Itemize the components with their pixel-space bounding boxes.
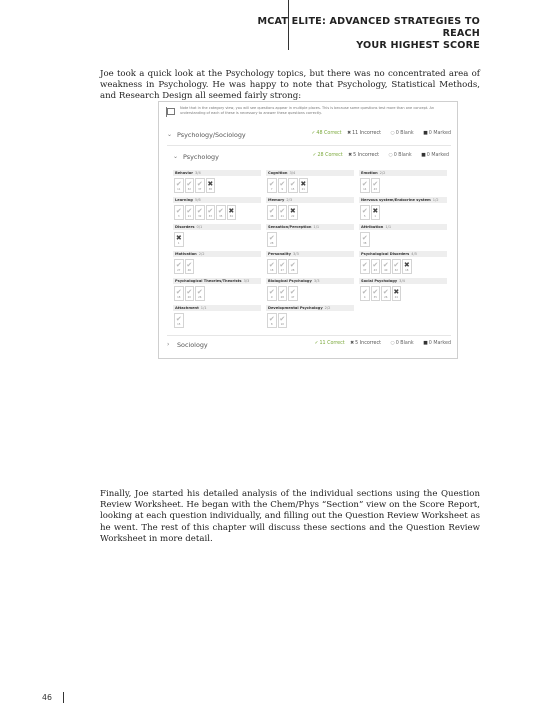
question-number: 18 [270, 269, 274, 272]
topic-card [173, 197, 261, 222]
topic-name: Developmental Psychology [268, 306, 323, 310]
blank-stat: ○0 Blank [388, 153, 412, 158]
question-list [360, 178, 380, 193]
topic-count: 2/3 [286, 198, 293, 202]
topic-count: 1/1 [313, 225, 320, 229]
check-icon: ✔ [175, 207, 182, 215]
check-icon: ✔ [186, 180, 193, 188]
question-tile[interactable] [288, 259, 298, 274]
question-tile[interactable] [267, 313, 277, 328]
check-icon: ✔ [279, 180, 286, 188]
question-list [360, 205, 380, 220]
question-number: 10 [280, 323, 284, 326]
question-tile[interactable] [174, 286, 184, 301]
topic-header [266, 224, 354, 230]
question-tile[interactable] [174, 178, 184, 193]
check-icon: ✔ [268, 261, 275, 269]
question-number: 32 [198, 215, 202, 218]
topic-header [173, 251, 261, 257]
question-tile[interactable] [278, 286, 288, 301]
check-icon: ✔ [361, 234, 368, 242]
category-row-sociology[interactable] [167, 341, 451, 350]
question-tile[interactable] [267, 259, 277, 274]
question-number: 14 [363, 188, 367, 191]
marked-stat: ■0 Marked [421, 153, 449, 158]
check-icon: ✔ [186, 261, 193, 269]
x-icon: ✖ [228, 207, 235, 215]
question-number: 3 [177, 215, 180, 218]
question-list [267, 313, 287, 328]
question-tile[interactable] [371, 178, 381, 193]
question-tile[interactable] [195, 286, 205, 301]
question-number: 18 [405, 269, 409, 272]
category-row-psychology[interactable] [173, 153, 449, 162]
category-row-psych-soc[interactable] [167, 131, 451, 140]
check-icon: ✔ [289, 288, 296, 296]
question-number: 15 [291, 188, 295, 191]
x-icon: ✖ [207, 180, 214, 188]
check-icon: ✔ [268, 207, 275, 215]
topic-count: 3/3 [313, 279, 320, 283]
topic-count: 5/6 [194, 198, 201, 202]
check-icon: ✔ [361, 207, 368, 215]
check-icon: ✔ [279, 315, 286, 323]
x-icon: ✖ [372, 207, 379, 215]
x-icon: ✖ [289, 207, 296, 215]
check-icon: ✔ [279, 207, 286, 215]
check-icon: ✔ [289, 180, 296, 188]
topic-name: Behavior [175, 171, 193, 175]
topic-header [173, 305, 261, 311]
question-number: 8 [270, 323, 273, 326]
marked-stat: ■0 Marked [423, 131, 451, 136]
topic-name: Biological Psychology [268, 279, 312, 283]
topic-card [173, 170, 261, 195]
check-icon: ✔ [175, 180, 182, 188]
topic-card [173, 278, 261, 303]
divider [167, 145, 451, 146]
topic-count: 3/4 [289, 171, 296, 175]
topic-header [173, 197, 261, 203]
question-tile[interactable] [206, 205, 216, 220]
question-number: 18 [177, 296, 181, 299]
check-icon: ✔ [372, 288, 379, 296]
topic-header [359, 278, 447, 284]
topic-name: Personality [268, 252, 291, 256]
topic-count: 2/2 [379, 171, 386, 175]
question-tile[interactable] [174, 232, 184, 247]
incorrect-stat: ✖5 Incorrect [348, 153, 379, 158]
topic-count: 3/3 [243, 279, 250, 283]
question-tile[interactable] [174, 205, 184, 220]
question-list [174, 313, 184, 328]
question-number: 26 [384, 296, 388, 299]
check-icon: ✔ [207, 207, 214, 215]
question-number: 40 [384, 269, 388, 272]
question-number: 11 [187, 215, 191, 218]
question-list [360, 259, 412, 274]
x-icon: ✖ [175, 234, 182, 242]
question-tile[interactable] [185, 178, 195, 193]
divider [167, 335, 451, 336]
topic-card [266, 278, 354, 303]
topic-header [173, 170, 261, 176]
question-tile[interactable] [392, 259, 402, 274]
question-number: 20 [187, 296, 191, 299]
topic-name: Cognition [268, 171, 288, 175]
topic-count: 2/2 [198, 252, 205, 256]
topic-count: 3/3 [292, 252, 299, 256]
chevron-down-icon[interactable]: ⌄ [167, 131, 173, 138]
topic-count: 1/1 [200, 306, 207, 310]
question-tile[interactable] [360, 232, 370, 247]
running-header-line1: MCAT ELITE: ADVANCED STRATEGIES TO REACH [257, 16, 480, 39]
topic-count: 4/5 [411, 252, 418, 256]
question-number: 37 [198, 188, 202, 191]
page-number: 46 [42, 693, 52, 702]
topic-name: Psychological Disorders [361, 252, 410, 256]
check-icon: ✔ [361, 261, 368, 269]
blank-stat: ○0 Blank [390, 341, 414, 346]
topic-name: Sensation/Perception [268, 225, 312, 229]
correct-stat: ✓11 Correct [314, 341, 345, 346]
question-number: 37 [363, 269, 367, 272]
question-number: 24 [394, 296, 398, 299]
category-label: Psychology/Sociology [177, 131, 246, 139]
question-number: 38 [208, 188, 212, 191]
question-tile[interactable] [360, 205, 370, 220]
check-icon: ✔ [372, 180, 379, 188]
question-list [267, 259, 298, 274]
check-icon: ✔ [196, 180, 203, 188]
question-tile[interactable] [278, 313, 288, 328]
question-tile[interactable] [381, 286, 391, 301]
topic-card [359, 170, 447, 195]
chevron-right-icon[interactable]: › [167, 341, 170, 348]
check-icon: ✔ [268, 315, 275, 323]
question-tile[interactable] [267, 205, 277, 220]
question-tile[interactable] [216, 205, 226, 220]
running-header [220, 16, 480, 52]
question-number: 38 [363, 242, 367, 245]
topic-name: Psychological Theories/Theorists [175, 279, 242, 283]
question-number: 28 [270, 242, 274, 245]
question-tile[interactable] [267, 178, 277, 193]
question-number: 43 [373, 188, 377, 191]
topic-card [266, 251, 354, 276]
question-tile[interactable] [381, 259, 391, 274]
question-number: 15 [177, 323, 181, 326]
topic-card [266, 305, 354, 330]
check-icon: ✔ [382, 288, 389, 296]
topic-card [266, 170, 354, 195]
flag-icon [167, 108, 175, 115]
check-icon: ✔ [361, 288, 368, 296]
question-tile[interactable] [288, 286, 298, 301]
correct-stat: ✓28 Correct [312, 153, 343, 158]
check-icon: ✔ [268, 234, 275, 242]
check-icon: ✔ [175, 315, 182, 323]
topic-name: Motivation [175, 252, 197, 256]
question-tile[interactable] [195, 205, 205, 220]
topic-name: Social Psychology [361, 279, 398, 283]
topic-name: Attribution [361, 225, 384, 229]
question-number: 9 [270, 296, 273, 299]
question-number: 9 [281, 188, 284, 191]
question-tile[interactable] [371, 286, 381, 301]
topic-name: Nervous system/Endocrine system [361, 198, 431, 202]
question-number: 48 [270, 215, 274, 218]
topic-header [266, 170, 354, 176]
question-number: 5 [363, 215, 366, 218]
question-tile[interactable] [185, 205, 195, 220]
incorrect-stat: ✖11 Incorrect [347, 131, 381, 136]
question-list [360, 286, 401, 301]
question-number: 47 [291, 296, 295, 299]
question-tile[interactable] [185, 286, 195, 301]
question-number: 32 [394, 269, 398, 272]
topic-header [359, 251, 447, 257]
check-icon: ✔ [186, 288, 193, 296]
topic-header [173, 278, 261, 284]
question-tile[interactable] [278, 205, 288, 220]
topic-card [359, 224, 447, 249]
blank-stat: ○0 Blank [390, 131, 414, 136]
question-list [174, 232, 184, 247]
question-number: 1 [374, 215, 377, 218]
check-icon: ✔ [175, 261, 182, 269]
question-number: 22 [291, 215, 295, 218]
category-stats [307, 131, 451, 136]
question-tile[interactable] [402, 259, 412, 274]
check-icon: ✔ [196, 288, 203, 296]
question-tile[interactable] [195, 178, 205, 193]
topic-header [266, 197, 354, 203]
topic-name: Emotion [361, 171, 378, 175]
question-tile[interactable] [206, 178, 216, 193]
check-icon: ✔ [268, 180, 275, 188]
analysis-paragraph: Finally, Joe started his detailed analysis of the individual sections using the Question Review Worksheet. He began with the Chem/Phys “Section” view on the Score Report, looking at each question individually, and filling out the Question Review Worksheet as he went. The rest of this chapter will discuss these sections and the Question Review Worksheet in more detail. [100, 489, 480, 544]
topic-count: 1/2 [432, 198, 439, 202]
question-tile[interactable] [278, 178, 288, 193]
topic-count: 1/1 [385, 225, 392, 229]
question-tile[interactable] [360, 286, 370, 301]
topic-name: Disorders [175, 225, 195, 229]
question-number: 7 [270, 188, 273, 191]
note-text: Note that in the category view, you will see questions appear in multiple places. This is because some questions test more than one concept. An understanding of each of these is necessary to answer these questions correctly. [180, 106, 435, 115]
question-number: 27 [177, 269, 181, 272]
marked-stat: ■0 Marked [423, 341, 451, 346]
topic-header [266, 278, 354, 284]
question-tile[interactable] [278, 259, 288, 274]
question-list [360, 232, 370, 247]
question-tile[interactable] [371, 205, 381, 220]
question-number: 27 [280, 269, 284, 272]
topic-count: 3/4 [399, 279, 405, 283]
question-tile[interactable] [174, 313, 184, 328]
check-icon: ✔ [217, 207, 224, 215]
question-tile[interactable] [371, 259, 381, 274]
folio-rule [63, 692, 64, 703]
check-icon: ✔ [372, 261, 379, 269]
question-list [267, 205, 298, 220]
question-list [267, 178, 308, 193]
topic-header [266, 305, 354, 311]
question-number: 46 [187, 269, 191, 272]
topic-count: 0/1 [196, 225, 203, 229]
question-number: 28 [280, 296, 284, 299]
question-number: 33 [208, 215, 212, 218]
check-icon: ✔ [279, 261, 286, 269]
question-number: 11 [177, 188, 181, 191]
question-list [267, 286, 298, 301]
check-icon: ✔ [196, 207, 203, 215]
topic-header [359, 170, 447, 176]
check-icon: ✔ [268, 288, 275, 296]
topic-header [173, 224, 261, 230]
question-list [267, 232, 277, 247]
topic-card [173, 305, 261, 330]
chevron-down-icon[interactable]: ⌄ [173, 153, 179, 160]
question-tile[interactable] [288, 178, 298, 193]
check-icon: ✔ [382, 261, 389, 269]
x-icon: ✖ [393, 288, 400, 296]
sociology-stats [310, 341, 451, 346]
question-list [174, 205, 236, 220]
topic-name: Memory [268, 198, 285, 202]
x-icon: ✖ [403, 261, 410, 269]
topic-card [359, 278, 447, 303]
correct-stat: ✓48 Correct [311, 131, 342, 136]
topic-header [359, 197, 447, 203]
topic-count: 2/2 [324, 306, 331, 310]
question-tile[interactable] [360, 178, 370, 193]
check-icon: ✔ [361, 180, 368, 188]
topic-header [359, 224, 447, 230]
topic-card [173, 251, 261, 276]
question-number: 21 [280, 215, 284, 218]
score-report-screenshot [158, 101, 458, 359]
running-header-line2: YOUR HIGHEST SCORE [356, 40, 480, 51]
question-number: 26 [198, 296, 202, 299]
subcategory-label: Sociology [177, 341, 208, 349]
question-tile[interactable] [299, 178, 309, 193]
question-tile[interactable] [288, 205, 298, 220]
question-number: 35 [219, 215, 223, 218]
topic-count: 3/4 [194, 171, 201, 175]
topic-card [266, 224, 354, 249]
question-number: 4 [363, 296, 366, 299]
category-note [165, 105, 451, 121]
question-number: 21 [301, 188, 305, 191]
topic-card [173, 224, 261, 249]
question-tile[interactable] [227, 205, 237, 220]
question-tile[interactable] [360, 259, 370, 274]
question-number: 35 [373, 296, 377, 299]
check-icon: ✔ [393, 261, 400, 269]
question-tile[interactable] [267, 232, 277, 247]
question-number: 43 [373, 269, 377, 272]
intro-paragraph: Joe took a quick look at the Psychology topics, but there was no concentrated area of weakness in Psychology. He was happy to note that Psychology, Statistical Methods, and Research Design all seemed fairly strong: [100, 69, 480, 102]
topic-card [359, 197, 447, 222]
check-icon: ✔ [289, 261, 296, 269]
topic-name: Attachment [175, 306, 199, 310]
question-number: 28 [291, 269, 295, 272]
question-list [174, 286, 205, 301]
question-number: 34 [229, 215, 233, 218]
check-icon: ✔ [186, 207, 193, 215]
question-tile[interactable] [267, 286, 277, 301]
question-list [174, 178, 215, 193]
question-number: 1 [177, 242, 180, 245]
subcategory-label: Psychology [183, 153, 219, 161]
question-tile[interactable] [174, 259, 184, 274]
topic-header [266, 251, 354, 257]
question-list [174, 259, 194, 274]
topic-card [266, 197, 354, 222]
question-tile[interactable] [392, 286, 402, 301]
x-icon: ✖ [300, 180, 307, 188]
topic-card [359, 251, 447, 276]
question-number: 32 [187, 188, 191, 191]
subcategory-stats [308, 153, 449, 158]
question-tile[interactable] [185, 259, 195, 274]
check-icon: ✔ [175, 288, 182, 296]
incorrect-stat: ✖5 Incorrect [350, 341, 381, 346]
check-icon: ✔ [279, 288, 286, 296]
topic-name: Learning [175, 198, 193, 202]
